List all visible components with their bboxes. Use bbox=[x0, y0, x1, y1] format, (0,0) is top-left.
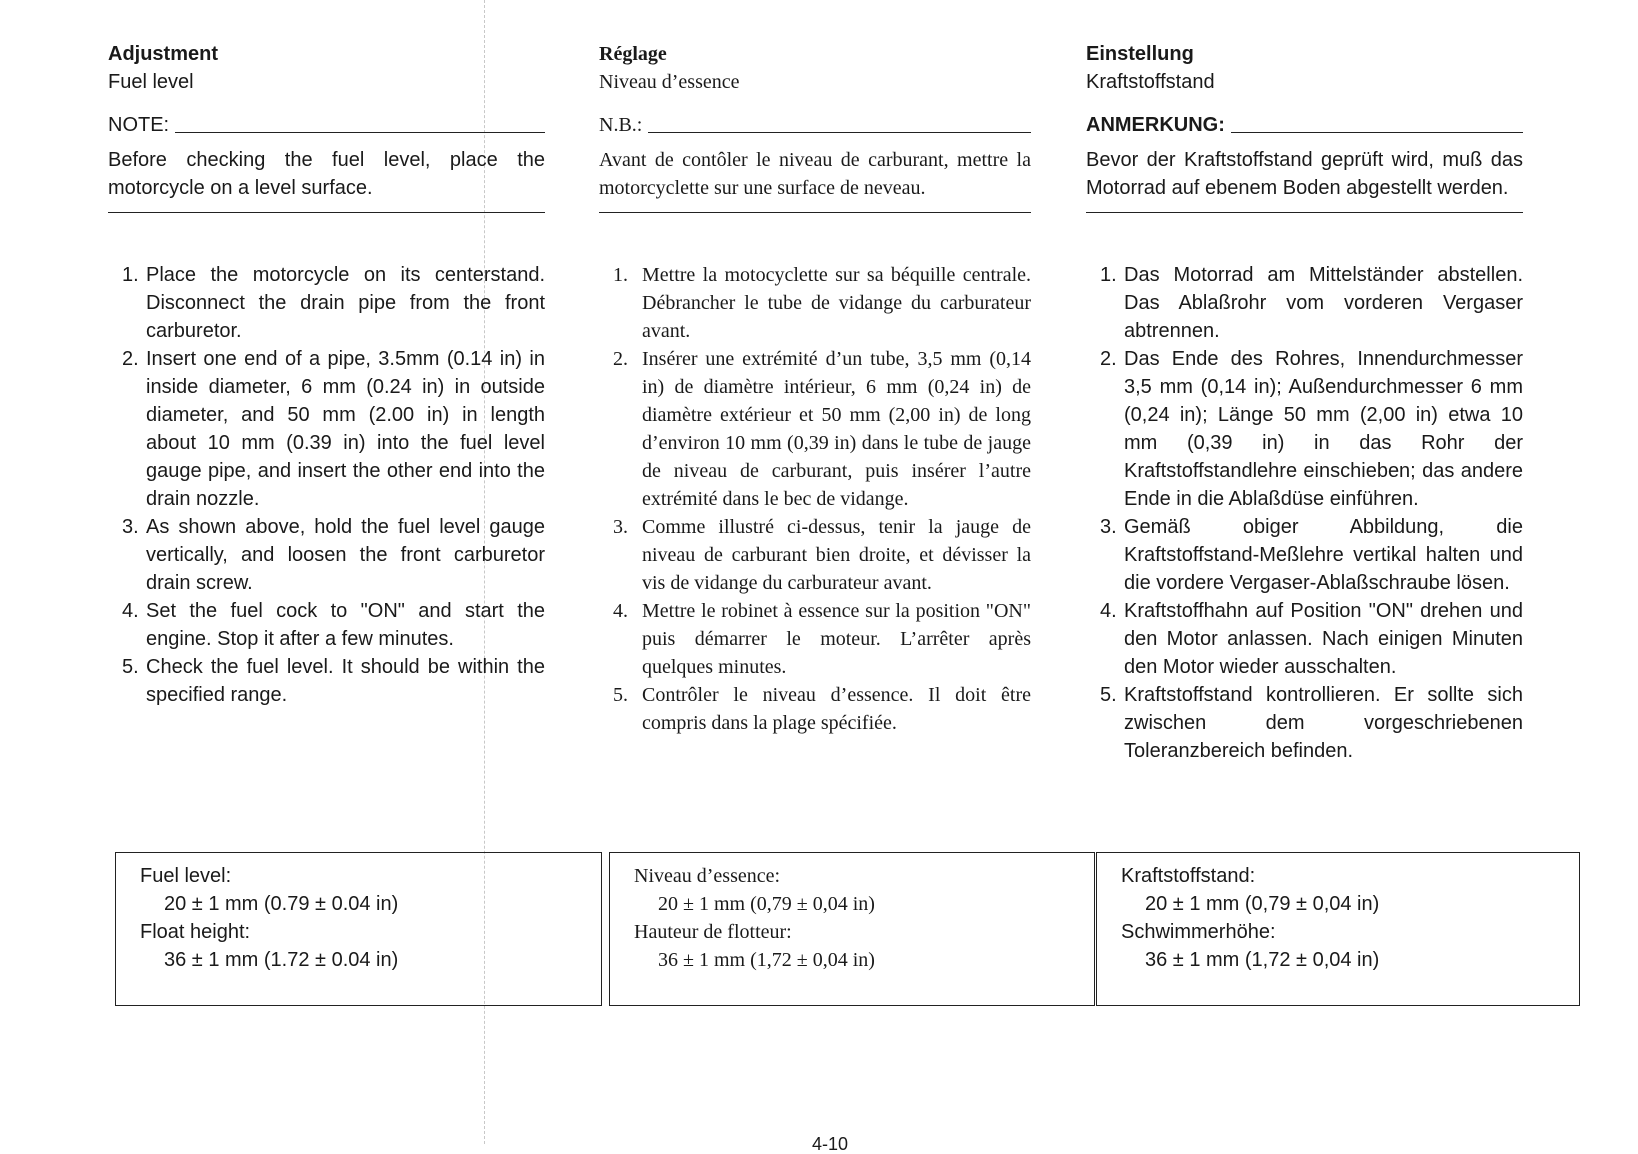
step-item bbox=[599, 261, 1031, 345]
note-rule bbox=[175, 132, 545, 133]
step-item bbox=[108, 653, 545, 709]
step-item bbox=[1086, 513, 1523, 597]
step-number: 5. bbox=[613, 684, 628, 706]
step-number: 4. bbox=[613, 600, 628, 622]
note-header bbox=[599, 112, 1031, 138]
note-header bbox=[1086, 112, 1523, 138]
step-item bbox=[108, 261, 545, 345]
step-number: 3. bbox=[122, 516, 139, 538]
step-number: 2. bbox=[613, 348, 628, 370]
section-subheading: Kraftstoffstand bbox=[1086, 71, 1215, 93]
note-rule bbox=[648, 132, 1031, 133]
step-text: Das Motorrad am Mittelständer abstellen. Das Ablaßrohr vom vorderen Vergaser abtrennen. bbox=[1124, 264, 1523, 342]
step-number: 1. bbox=[1100, 264, 1117, 286]
fuel-level-label: Niveau d’essence: bbox=[634, 865, 781, 887]
step-number: 2. bbox=[1100, 348, 1117, 370]
step-number: 3. bbox=[1100, 516, 1117, 538]
step-item bbox=[599, 681, 1031, 737]
step-text: As shown above, hold the fuel level gauge vertically, and loosen the front carburetor drain screw. bbox=[146, 516, 545, 594]
step-item bbox=[599, 345, 1031, 513]
note-text: Avant de contôler le niveau de carburant, mettre la motorcyclette sur une surface de neveau. bbox=[599, 146, 1031, 213]
step-item bbox=[108, 513, 545, 597]
float-height-value: 36 ± 1 mm (1,72 ± 0,04 in) bbox=[1145, 949, 1380, 971]
note-text: Before checking the fuel level, place the motorcycle on a level surface. bbox=[108, 146, 545, 213]
section-subheading: Fuel level bbox=[108, 71, 194, 93]
step-item bbox=[1086, 681, 1523, 765]
note-rule bbox=[1231, 132, 1523, 133]
step-text: Das Ende des Rohres, Innendurchmesser 3,5 mm (0,14 in); Außendurchmesser 6 mm (0,24 in); Länge 50 mm (2,00 in) etwa 10 mm (0,39 in) in das Rohr der Kraftstoffstandlehre einschieben; das andere Ende in die Ablaßdüse einführen. bbox=[1124, 348, 1523, 510]
step-number: 5. bbox=[1100, 684, 1117, 706]
step-number: 2. bbox=[122, 348, 139, 370]
step-item bbox=[599, 513, 1031, 597]
fuel-level-label: Fuel level: bbox=[140, 865, 232, 887]
fuel-level-value: 20 ± 1 mm (0,79 ± 0,04 in) bbox=[658, 893, 875, 915]
step-number: 4. bbox=[122, 600, 139, 622]
step-text: Mettre le robinet à essence sur la position "ON" puis démarrer le moteur. L’arrêter après quelques minutes. bbox=[642, 600, 1031, 678]
step-number: 4. bbox=[1100, 600, 1117, 622]
step-item bbox=[599, 597, 1031, 681]
steps-list bbox=[108, 261, 545, 709]
note-header bbox=[108, 112, 545, 138]
step-text: Kraftstoffhahn auf Position "ON" drehen und den Motor anlassen. Nach einigen Minuten den Motor wieder ausschalten. bbox=[1124, 600, 1523, 678]
note-label: NOTE: bbox=[108, 114, 170, 136]
steps-list bbox=[599, 261, 1031, 737]
fuel-level-label: Kraftstoffstand: bbox=[1121, 865, 1256, 887]
step-text: Check the fuel level. It should be within the specified range. bbox=[146, 656, 545, 706]
note-text: Bevor der Kraftstoffstand geprüft wird, muß das Motorrad auf ebenem Boden abgestellt werden. bbox=[1086, 146, 1523, 213]
step-text: Insert one end of a pipe, 3.5mm (0.14 in) in inside diameter, 6 mm (0.24 in) in outside diameter, and 50 mm (2.00 in) in length about 10 mm (0.39 in) into the fuel level gauge pipe, and insert the other end into the drain nozzle. bbox=[146, 348, 545, 510]
float-height-value: 36 ± 1 mm (1.72 ± 0.04 in) bbox=[164, 949, 399, 971]
section-heading: Einstellung bbox=[1086, 43, 1194, 65]
french-column bbox=[599, 40, 1031, 737]
step-text: Gemäß obiger Abbildung, die Kraftstoffstand-Meßlehre vertikal halten und die vordere Vergaser-Ablaßschraube lösen. bbox=[1124, 516, 1523, 594]
step-text: Place the motorcycle on its centerstand. Disconnect the drain pipe from the front carburetor. bbox=[146, 264, 545, 342]
spec-box-english bbox=[115, 852, 602, 1006]
step-item bbox=[108, 345, 545, 513]
step-text: Contrôler le niveau d’essence. Il doit être compris dans la plage spécifiée. bbox=[642, 684, 1031, 734]
step-text: Set the fuel cock to "ON" and start the engine. Stop it after a few minutes. bbox=[146, 600, 545, 650]
step-item bbox=[1086, 345, 1523, 513]
step-text: Insérer une extrémité d’un tube, 3,5 mm (0,14 in) de diamètre intérieur, 6 mm (0,24 in) de diamètre extérieur et 50 mm (2,00 in) de long d’environ 10 mm (0,39 in) dans le tube de jauge de niveau de carburant, puis insérer l’autre extrémité dans le bec de vidange. bbox=[642, 348, 1031, 510]
german-column bbox=[1086, 40, 1523, 765]
step-number: 1. bbox=[613, 264, 628, 286]
float-height-label: Hauteur de flotteur: bbox=[634, 921, 792, 943]
step-number: 1. bbox=[122, 264, 139, 286]
spec-box-german bbox=[1096, 852, 1580, 1006]
page-number: 4-10 bbox=[811, 1134, 849, 1154]
section-heading: Réglage bbox=[599, 43, 667, 65]
step-item bbox=[108, 597, 545, 653]
steps-list bbox=[1086, 261, 1523, 765]
float-height-value: 36 ± 1 mm (1,72 ± 0,04 in) bbox=[658, 949, 875, 971]
fuel-level-value: 20 ± 1 mm (0,79 ± 0,04 in) bbox=[1145, 893, 1380, 915]
spec-box-french bbox=[609, 852, 1095, 1006]
step-number: 3. bbox=[613, 516, 628, 538]
note-label: ANMERKUNG: bbox=[1086, 114, 1225, 136]
step-text: Kraftstoffstand kontrollieren. Er sollte sich zwischen dem vorgeschriebenen Toleranzbereich befinden. bbox=[1124, 684, 1523, 762]
note-label: N.B.: bbox=[599, 114, 643, 136]
section-heading: Adjustment bbox=[108, 43, 218, 65]
section-subheading: Niveau d’essence bbox=[599, 71, 740, 93]
fuel-level-value: 20 ± 1 mm (0.79 ± 0.04 in) bbox=[164, 893, 399, 915]
float-height-label: Schwimmerhöhe: bbox=[1121, 921, 1276, 943]
float-height-label: Float height: bbox=[140, 921, 251, 943]
step-item bbox=[1086, 261, 1523, 345]
english-column bbox=[108, 40, 545, 709]
step-text: Comme illustré ci-dessus, tenir la jauge de niveau de carburant bien droite, et dévisser la vis de vidange du carburateur avant. bbox=[642, 516, 1031, 594]
step-number: 5. bbox=[122, 656, 139, 678]
step-item bbox=[1086, 597, 1523, 681]
step-text: Mettre la motocyclette sur sa béquille centrale. Débrancher le tube de vidange du carburateur avant. bbox=[642, 264, 1031, 342]
